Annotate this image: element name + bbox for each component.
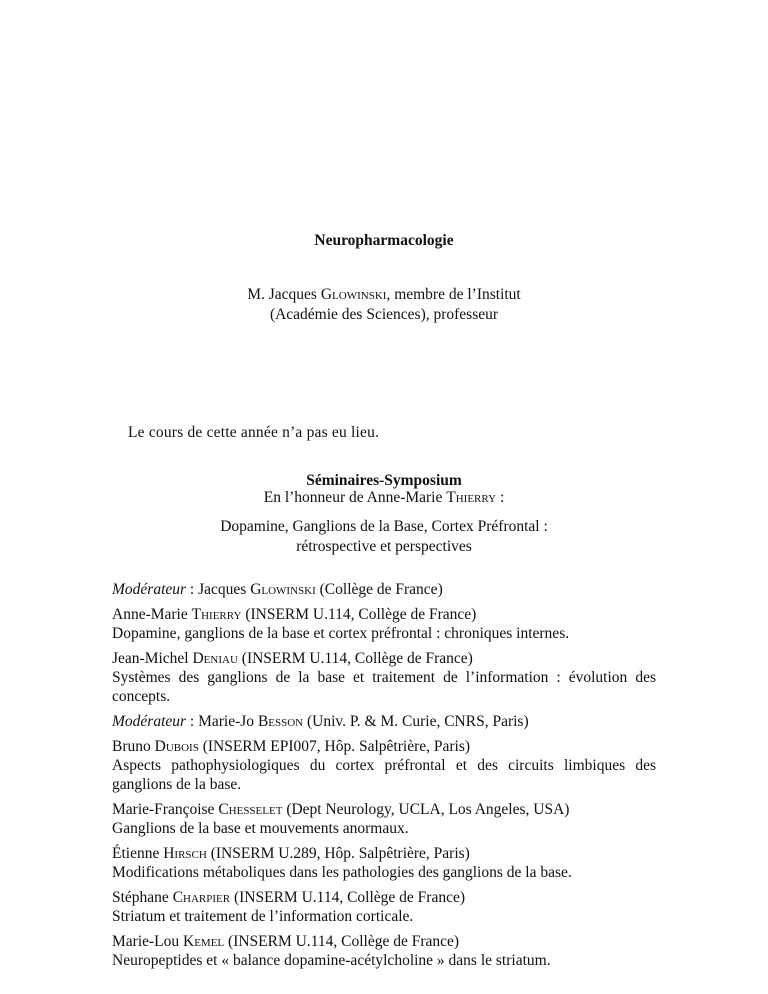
seminar-subtitle-prefix: En l’honneur de Anne-Marie bbox=[263, 489, 447, 506]
moderator-role: Modérateur bbox=[112, 581, 187, 598]
talk-title: Dopamine, ganglions de la base et cortex préfrontal : chroniques internes. bbox=[112, 625, 570, 642]
affiliation: (INSERM U.289, Hôp. Salpêtrière, Paris) bbox=[206, 845, 470, 862]
talk-entry bbox=[112, 737, 656, 794]
speaker-line bbox=[112, 737, 656, 756]
talk-entry bbox=[112, 649, 656, 706]
seminar-topic-line-2: rétrospective et perspectives bbox=[296, 538, 472, 555]
moderator-line bbox=[112, 580, 656, 599]
program-list bbox=[112, 580, 656, 976]
separator: : bbox=[186, 581, 199, 598]
affiliation: (Dept Neurology, UCLA, Los Angeles, USA) bbox=[282, 801, 570, 818]
moderator-entry bbox=[112, 712, 656, 731]
surname: Hirsch bbox=[163, 845, 207, 862]
author-surname: Glowinski bbox=[320, 286, 387, 303]
talk-entry bbox=[112, 844, 656, 882]
speaker-line bbox=[112, 800, 656, 819]
surname: Charpier bbox=[172, 889, 231, 906]
affiliation: (Collège de France) bbox=[315, 581, 443, 598]
first-name: Bruno bbox=[112, 738, 155, 755]
talk-title: Ganglions de la base et mouvements anormaux. bbox=[112, 820, 409, 837]
surname: Glowinski bbox=[250, 581, 316, 598]
surname: Dubois bbox=[154, 738, 199, 755]
separator: : bbox=[186, 713, 199, 730]
affiliation: (Univ. P. & M. Curie, CNRS, Paris) bbox=[303, 713, 529, 730]
author-line-2: (Académie des Sciences), professeur bbox=[269, 306, 499, 323]
author-line-1 bbox=[112, 285, 656, 305]
speaker-line bbox=[112, 844, 656, 863]
seminar-topic-line-1: Dopamine, Ganglions de la Base, Cortex Préfrontal : bbox=[220, 518, 548, 535]
talk-title: Systèmes des ganglions de la base et traitement de l’information : évolution des concepts. bbox=[112, 669, 656, 705]
affiliation: (INSERM U.114, Collège de France) bbox=[224, 933, 460, 950]
affiliation: (INSERM U.114, Collège de France) bbox=[237, 650, 473, 667]
speaker-line bbox=[112, 932, 656, 951]
intro-text: Le cours de cette année n’a pas eu lieu. bbox=[128, 424, 380, 441]
seminar-title: Séminaires-Symposium bbox=[306, 472, 462, 489]
author-suffix: , membre de l’Institut bbox=[386, 286, 521, 303]
moderator-role: Modérateur bbox=[112, 713, 187, 730]
seminar-subtitle-surname: Thierry bbox=[446, 489, 497, 506]
seminar-subtitle bbox=[112, 488, 656, 508]
seminar-topic bbox=[112, 517, 656, 557]
surname: Thierry bbox=[191, 606, 242, 623]
surname: Kemel bbox=[183, 933, 225, 950]
first-name: Jean-Michel bbox=[112, 650, 193, 667]
talk-entry bbox=[112, 605, 656, 643]
talk-entry bbox=[112, 888, 656, 926]
first-name: Marie-Jo bbox=[198, 713, 258, 730]
talk-title: Neuropeptides et « balance dopamine-acétylcholine » dans le striatum. bbox=[112, 952, 551, 969]
talk-entry bbox=[112, 800, 656, 838]
surname: Besson bbox=[257, 713, 304, 730]
author-block bbox=[112, 285, 656, 325]
moderator-entry bbox=[112, 580, 656, 599]
first-name: Marie-Lou bbox=[112, 933, 184, 950]
speaker-line bbox=[112, 605, 656, 624]
surname: Chesselet bbox=[218, 801, 283, 818]
author-prefix: M. Jacques bbox=[247, 286, 321, 303]
first-name: Étienne bbox=[112, 845, 164, 862]
first-name: Stéphane bbox=[112, 889, 173, 906]
affiliation: (INSERM U.114, Collège de France) bbox=[230, 889, 466, 906]
talk-title: Modifications métaboliques dans les pathologies des ganglions de la base. bbox=[112, 864, 572, 881]
talk-title: Striatum et traitement de l’information corticale. bbox=[112, 908, 414, 925]
talk-entry bbox=[112, 932, 656, 970]
affiliation: (INSERM EPI007, Hôp. Salpêtrière, Paris) bbox=[198, 738, 471, 755]
talk-title: Aspects pathophysiologiques du cortex préfrontal et des circuits limbiques des ganglions de la base. bbox=[112, 757, 656, 793]
page-title: Neuropharmacologie bbox=[314, 232, 454, 249]
speaker-line bbox=[112, 649, 656, 668]
speaker-line bbox=[112, 888, 656, 907]
surname: Deniau bbox=[192, 650, 238, 667]
seminar-subtitle-suffix: : bbox=[496, 489, 505, 506]
first-name: Marie-Françoise bbox=[112, 801, 219, 818]
first-name: Jacques bbox=[198, 581, 251, 598]
first-name: Anne-Marie bbox=[112, 606, 192, 623]
affiliation: (INSERM U.114, Collège de France) bbox=[241, 606, 477, 623]
moderator-line bbox=[112, 712, 656, 731]
